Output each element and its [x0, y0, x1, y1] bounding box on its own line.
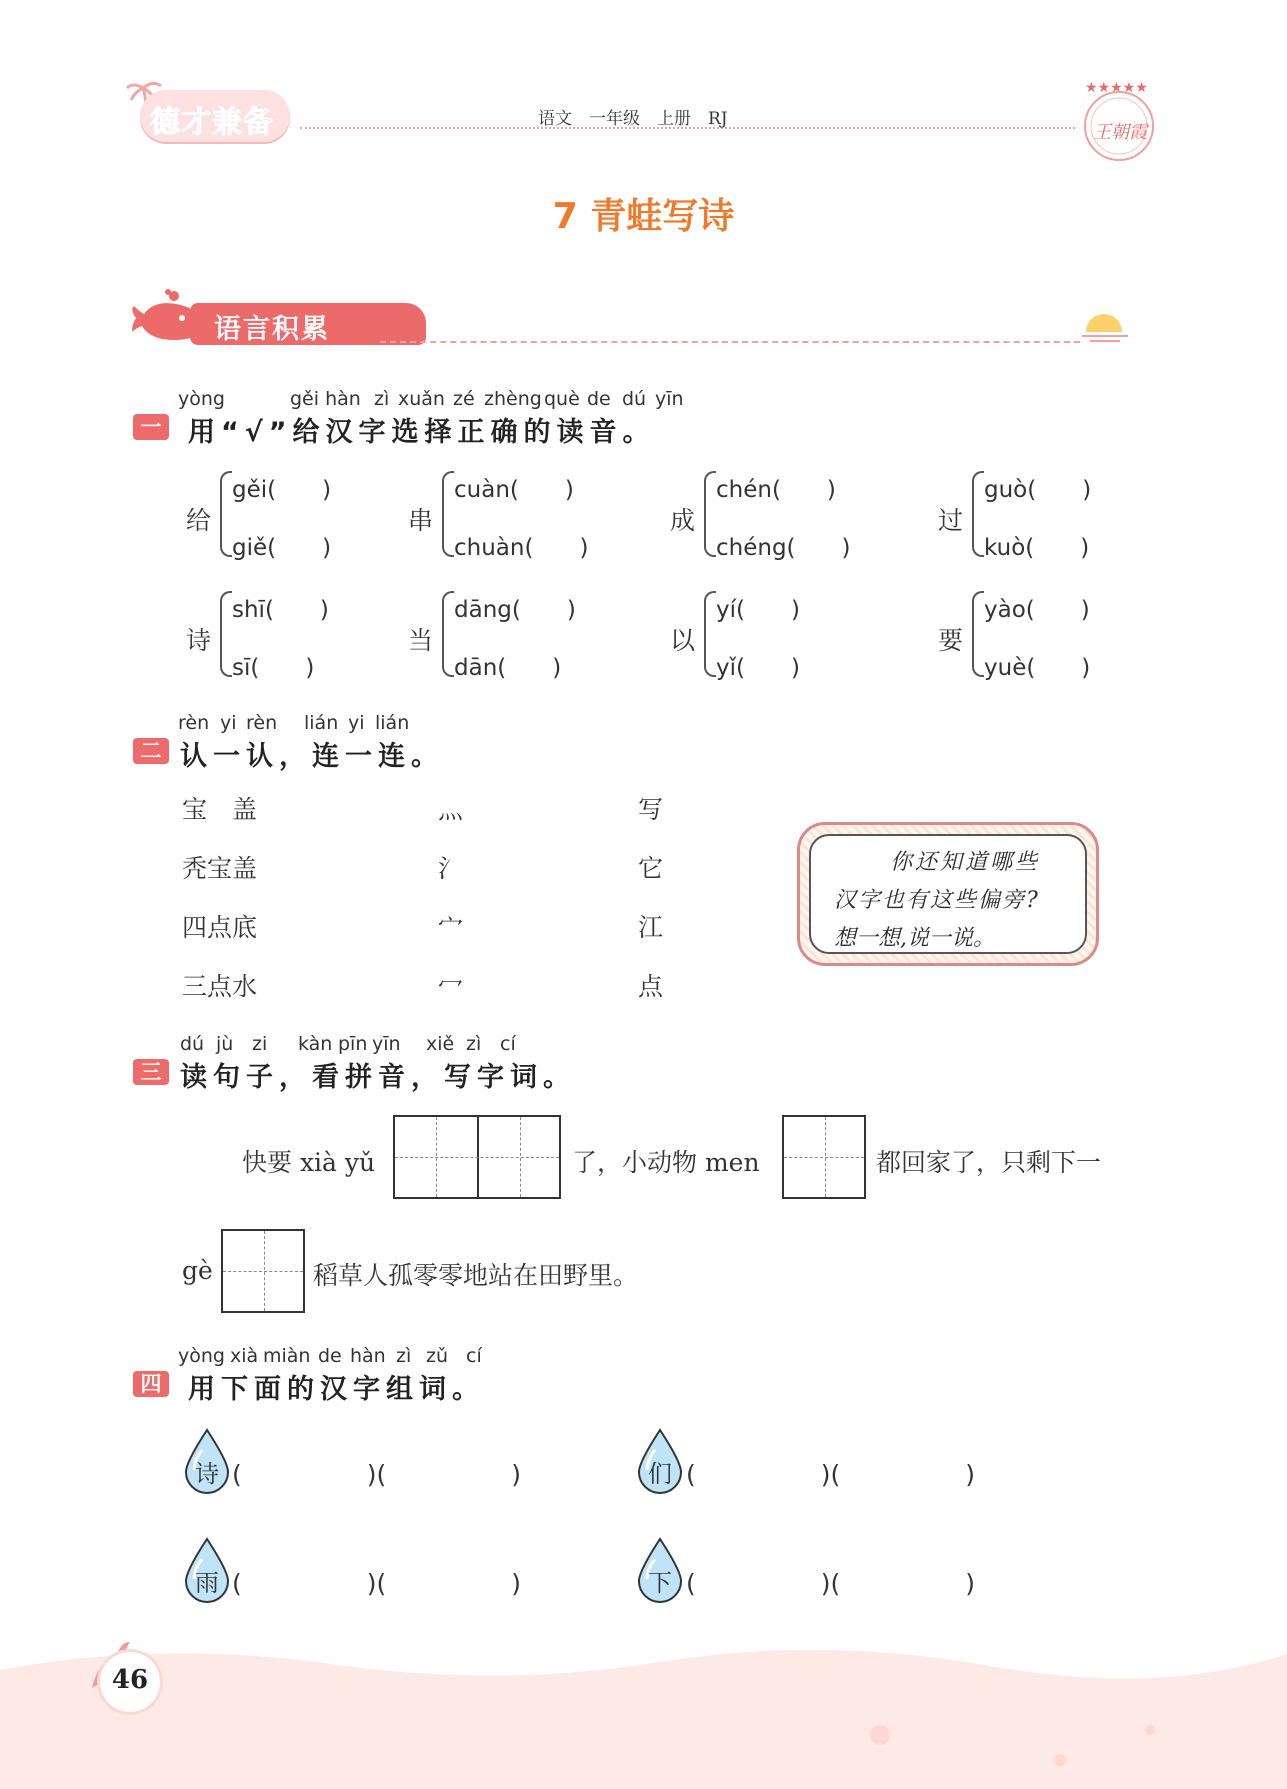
q3-pinyin-0: dú — [180, 1033, 205, 1055]
brand-text: 德才兼备 — [150, 105, 274, 140]
q1-option[interactable]: chuàn( ) — [454, 535, 589, 561]
brace-icon — [220, 591, 232, 677]
q1-pinyin-8: dú — [622, 388, 647, 410]
q3-sentence-part: 了，小动物 men — [572, 1148, 760, 1177]
q1-option[interactable]: guò( ) — [984, 477, 1092, 503]
q2-text: 认一认，连一连。 — [180, 741, 444, 772]
question-3 — [0, 1025, 1287, 1093]
q2-pinyin-3: lián — [304, 712, 339, 734]
page-number-badge — [100, 1652, 160, 1712]
q1-char: 要 — [938, 626, 964, 655]
brace-icon — [442, 471, 454, 557]
tip-box — [797, 822, 1099, 966]
q3-sentence-part: gè — [182, 1256, 213, 1285]
q3-pinyin-3: kàn — [298, 1033, 333, 1055]
q3-pinyin-5: yīn — [372, 1033, 401, 1055]
brace-icon — [972, 591, 984, 677]
footer-wave — [0, 1640, 1287, 1789]
q4-pinyin-2: miàn — [263, 1345, 311, 1367]
q2-pinyin-2: rèn — [246, 712, 278, 734]
q1-char: 过 — [938, 506, 964, 535]
svg-text:★★★★★: ★★★★★ — [1085, 80, 1148, 96]
q1-pinyin-5: zhèng — [484, 388, 542, 410]
q1-pinyin-6: què — [544, 388, 580, 410]
sunset-icon — [1080, 306, 1130, 346]
q2-pinyin-5: lián — [375, 712, 410, 734]
q1-char: 给 — [186, 506, 212, 535]
q3-pinyin-7: zì — [466, 1033, 482, 1055]
q3-text: 读句子，看拼音，写字词。 — [180, 1062, 576, 1093]
q1-pinyin-4: zé — [453, 388, 475, 410]
q1-pinyin-1: gěi hàn — [290, 388, 361, 410]
drop-char: 雨 — [195, 1569, 219, 1597]
q1-option[interactable]: chén( ) — [716, 477, 836, 503]
q2-pinyin-0: rèn — [178, 712, 210, 734]
drop-char: 诗 — [195, 1460, 219, 1488]
q1-text: 用“√”给汉字选择正确的读音。 — [188, 417, 656, 448]
match-left-item[interactable]: 三点水 — [182, 972, 258, 1001]
match-left-column — [182, 790, 302, 1020]
book-info: 语文 一年级 上册 RJ — [538, 109, 728, 129]
q1-group — [936, 583, 1136, 683]
q1-option[interactable]: dān( ) — [454, 655, 562, 681]
water-drop-icon — [182, 1428, 232, 1494]
q3-badge: 三 — [133, 1059, 169, 1085]
q1-option[interactable]: chéng( ) — [716, 535, 851, 561]
tip-line: 汉字也有这些偏旁? — [834, 888, 1040, 913]
q1-option[interactable]: yào( ) — [984, 597, 1090, 623]
q1-pinyin-7: de — [587, 388, 611, 410]
question-2 — [0, 704, 1287, 772]
question-4 — [0, 1337, 1287, 1405]
q3-pinyin-2: zi — [252, 1033, 268, 1055]
q1-char: 当 — [408, 626, 434, 655]
q1-pinyin-0: yòng — [178, 388, 225, 410]
word-blanks[interactable]: ( )( ) — [232, 1460, 522, 1489]
q1-group — [406, 583, 636, 683]
q1-group — [936, 463, 1136, 563]
match-right-item[interactable]: 写 — [638, 795, 664, 824]
q4-text: 用下面的汉字组词。 — [188, 1374, 485, 1405]
water-drop-icon — [635, 1537, 685, 1603]
match-right-item[interactable]: 江 — [638, 913, 664, 942]
tip-line: 想一想,说一说。 — [834, 926, 995, 951]
brace-icon — [704, 591, 716, 677]
q3-sentence-part: 稻草人孤零零地站在田野里。 — [313, 1261, 639, 1290]
q1-group — [406, 463, 636, 563]
q3-pinyin-4: pīn — [338, 1033, 368, 1055]
word-blanks[interactable]: ( )( ) — [232, 1569, 522, 1598]
brace-icon — [220, 471, 232, 557]
q1-option[interactable]: yuè( ) — [984, 655, 1091, 681]
match-right-item[interactable]: 点 — [638, 972, 664, 1001]
drop-char: 们 — [648, 1460, 672, 1488]
q1-group — [668, 583, 898, 683]
q1-option[interactable]: kuò( ) — [984, 535, 1090, 561]
q1-option[interactable]: giě( ) — [232, 535, 332, 561]
q1-pinyin-2: zì — [374, 388, 390, 410]
q1-option[interactable]: dāng( ) — [454, 597, 576, 623]
section-banner — [130, 286, 1130, 356]
header — [0, 0, 1287, 160]
q1-option[interactable]: yí( ) — [716, 597, 800, 623]
q4-pinyin-0: yòng — [178, 1345, 225, 1367]
q1-option[interactable]: cuàn( ) — [454, 477, 574, 503]
drop-char: 下 — [648, 1569, 672, 1597]
lesson-title: 7 青蛙写诗 — [552, 196, 735, 237]
q4-badge: 四 — [133, 1371, 169, 1397]
q3-pinyin-6: xiě — [426, 1033, 455, 1055]
q1-char: 成 — [670, 506, 696, 535]
match-right-item[interactable]: 它 — [638, 854, 664, 883]
page-number: 46 — [111, 1665, 149, 1695]
q1-group — [184, 583, 374, 683]
q1-char: 串 — [408, 506, 434, 535]
brace-icon — [704, 471, 716, 557]
q1-char: 诗 — [186, 626, 212, 655]
q4-pinyin-7: cí — [466, 1345, 482, 1367]
q3-sentence-part: 快要 xià yǔ — [242, 1148, 376, 1177]
word-blanks[interactable]: ( )( ) — [686, 1569, 976, 1598]
q4-pinyin-1: xià — [230, 1345, 259, 1367]
q3-pinyin-8: cí — [500, 1033, 516, 1055]
q4-pinyin-4: hàn — [350, 1345, 386, 1367]
match-left-item[interactable]: 秃宝盖 — [182, 854, 258, 883]
q4-pinyin-3: de — [318, 1345, 342, 1367]
q4-pinyin-5: zì — [396, 1345, 412, 1367]
match-radical[interactable]: 宀 — [438, 913, 464, 942]
match-left-item[interactable]: 宝 盖 — [182, 795, 258, 824]
word-blanks[interactable]: ( )( ) — [686, 1460, 976, 1489]
q2-badge: 二 — [133, 738, 169, 764]
q1-badge: 一 — [133, 414, 169, 440]
match-radical[interactable]: 灬 — [438, 795, 464, 824]
stamp-logo-text: 王朝霞 — [1093, 122, 1147, 143]
q4-pinyin-6: zǔ — [426, 1345, 449, 1367]
match-right-column — [638, 790, 678, 1020]
tianzi-grid-ge[interactable] — [221, 1229, 305, 1313]
tip-line: 你还知道哪些 — [890, 850, 1041, 875]
tianzi-grid-men[interactable] — [782, 1115, 866, 1199]
match-radical[interactable]: 氵 — [438, 854, 464, 883]
q1-pinyin-3: xuǎn — [398, 388, 445, 410]
brace-icon — [442, 591, 454, 677]
q3-pinyin-1: jù — [216, 1033, 234, 1055]
q1-group — [668, 463, 898, 563]
q2-pinyin-4: yi — [348, 712, 365, 734]
water-drop-icon — [182, 1537, 232, 1603]
q1-option[interactable]: sī( ) — [232, 655, 315, 681]
q1-char: 以 — [670, 626, 696, 655]
water-drop-icon — [635, 1428, 685, 1494]
banner-rule — [380, 341, 1080, 343]
q1-option[interactable]: shī( ) — [232, 597, 329, 623]
match-middle-column — [438, 790, 478, 1020]
match-radical[interactable]: 冖 — [438, 972, 464, 1001]
q3-sentence-part: 都回家了，只剩下一 — [876, 1148, 1102, 1177]
tianzi-grid-xiayu[interactable] — [393, 1115, 561, 1199]
q2-pinyin-1: yi — [220, 712, 237, 734]
q1-option[interactable]: gěi( ) — [232, 477, 332, 503]
q1-pinyin-9: yīn — [655, 388, 684, 410]
brand-logo — [140, 90, 290, 142]
match-left-item[interactable]: 四点底 — [182, 913, 258, 942]
section-banner-text: 语言积累 — [214, 314, 330, 345]
q1-group — [184, 463, 374, 563]
brace-icon — [972, 471, 984, 557]
q1-option[interactable]: yǐ( ) — [716, 655, 800, 681]
